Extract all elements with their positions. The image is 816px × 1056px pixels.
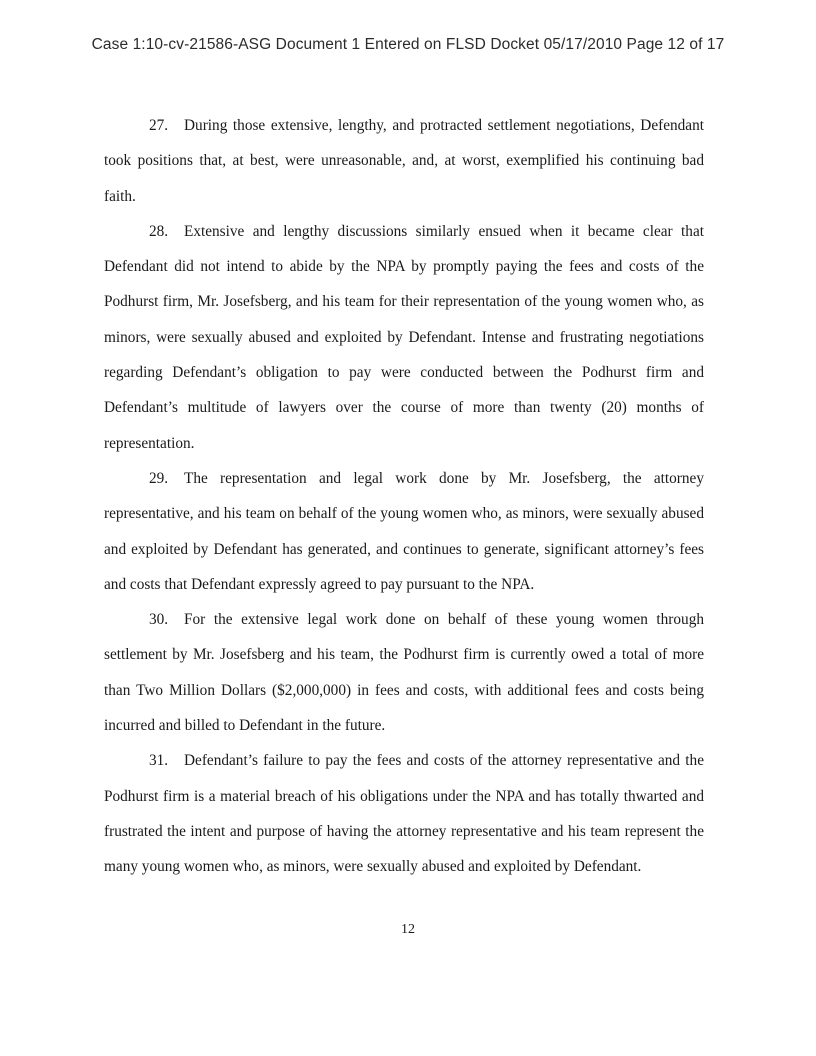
paragraph-number: 31. xyxy=(149,752,169,770)
paragraph-30 xyxy=(104,602,704,743)
paragraph-number: 28. xyxy=(149,222,169,240)
paragraph-31 xyxy=(104,743,704,884)
page-number: 12 xyxy=(401,922,415,937)
docket-header: Case 1:10-cv-21586-ASG Document 1 Entered on FLSD Docket 05/17/2010 Page 12 of 17 xyxy=(91,36,725,53)
paragraph-text: During those extensive, lengthy, and protracted settlement negotiations, Defendant took positions that, at best, were unreasonable, and, at worst, exemplified his continuing bad faith. xyxy=(104,117,704,205)
paragraph-number: 29. xyxy=(149,469,169,487)
paragraph-28 xyxy=(104,214,704,461)
paragraph-number: 27. xyxy=(149,117,169,134)
paragraph-text: Extensive and lengthy discussions similarly ensued when it became clear that Defendant did not intend to abide by the NPA by promptly paying the fees and costs of the Podhurst firm, Mr. Josefsberg, and his team for their representation of the young women who, as minors, were sexually abused and exploited by Defendant. Intense and frustrating negotiations regarding Defendant’s obligation to pay were conducted between the Podhurst firm and Defendant’s multitude of lawyers over the course of more than twenty (20) months of representation. xyxy=(104,222,704,452)
document-body xyxy=(104,108,704,885)
paragraph-27 xyxy=(104,108,704,214)
paragraph-number: 30. xyxy=(149,611,169,629)
paragraph-text: The representation and legal work done by Mr. Josefsberg, the attorney representative, and his team on behalf of the young women who, as minors, were sexually abused and exploited by Defendant has generated, and continues to generate, significant attorney’s fees and costs that Defendant expressly agreed to pay pursuant to the NPA. xyxy=(104,469,704,593)
paragraph-text: For the extensive legal work done on behalf of these young women through settlement by Mr. Josefsberg and his team, the Podhurst firm is currently owed a total of more than Two Million Dollars ($2,000,000) in fees and costs, with additional fees and costs being incurred and billed to Defendant in the future. xyxy=(104,611,704,735)
paragraph-text: Defendant’s failure to pay the fees and costs of the attorney representative and the Podhurst firm is a material breach of his obligations under the NPA and has totally thwarted and frustrated the intent and purpose of having the attorney representative and his team represent the many young women who, as minors, were sexually abused and exploited by Defendant. xyxy=(104,752,704,876)
paragraph-29 xyxy=(104,461,704,602)
